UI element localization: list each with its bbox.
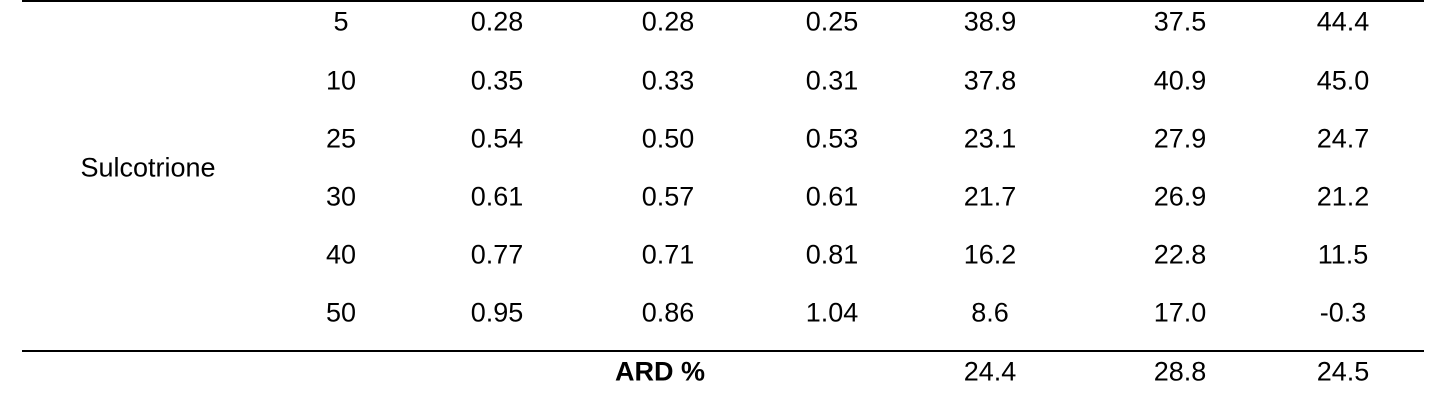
table-cell: 44.4 [1316, 6, 1370, 37]
table-cell: 0.77 [470, 239, 524, 270]
table-cell: -0.3 [1319, 297, 1367, 328]
table-cell: 0.28 [470, 6, 524, 37]
table-cell: 40 [325, 239, 357, 270]
table-cell: 17.0 [1153, 297, 1207, 328]
table-cell: 0.50 [641, 123, 695, 154]
table-cell: 0.25 [805, 6, 859, 37]
table-cell: 0.71 [641, 239, 695, 270]
table-cell: 22.8 [1153, 239, 1207, 270]
table-cell: 27.9 [1153, 123, 1207, 154]
ard-value: 24.5 [1316, 356, 1370, 387]
table-cell: 0.61 [470, 181, 524, 212]
table-cell: 5 [333, 6, 349, 37]
table-cell: 0.35 [470, 65, 524, 96]
table-cell: 11.5 [1317, 239, 1369, 270]
table-cell: 0.95 [470, 297, 524, 328]
table-cell: 21.2 [1316, 181, 1370, 212]
table-cell: 0.57 [641, 181, 695, 212]
table-cell: 0.54 [470, 123, 524, 154]
table-cell: 30 [325, 181, 357, 212]
ard-value: 24.4 [963, 356, 1017, 387]
compound-name: Sulcotrione [80, 152, 216, 183]
table-cell: 16.2 [963, 239, 1017, 270]
table-cell: 23.1 [963, 123, 1017, 154]
ard-label: ARD % [614, 356, 706, 387]
table-cell: 37.8 [963, 65, 1017, 96]
table-cell: 8.6 [971, 297, 1009, 328]
top-rule [22, 0, 1424, 2]
table-cell: 0.28 [641, 6, 695, 37]
table-cell: 0.31 [805, 65, 859, 96]
table-cell: 0.81 [805, 239, 859, 270]
table-cell: 10 [325, 65, 357, 96]
table-cell: 0.61 [805, 181, 859, 212]
ard-value: 28.8 [1153, 356, 1207, 387]
table-cell: 45.0 [1316, 65, 1370, 96]
table-cell: 40.9 [1153, 65, 1207, 96]
table-cell: 38.9 [963, 6, 1017, 37]
table-cell: 50 [325, 297, 357, 328]
table-cell: 0.86 [641, 297, 695, 328]
ard-separator-rule [22, 350, 1424, 352]
table-cell: 37.5 [1153, 6, 1207, 37]
table-cell: 0.33 [641, 65, 695, 96]
table-cell: 25 [325, 123, 357, 154]
table-cell: 24.7 [1316, 123, 1370, 154]
table-cell: 21.7 [963, 181, 1017, 212]
table-cell: 26.9 [1153, 181, 1207, 212]
table-cell: 0.53 [805, 123, 859, 154]
table-cell: 1.04 [805, 297, 859, 328]
